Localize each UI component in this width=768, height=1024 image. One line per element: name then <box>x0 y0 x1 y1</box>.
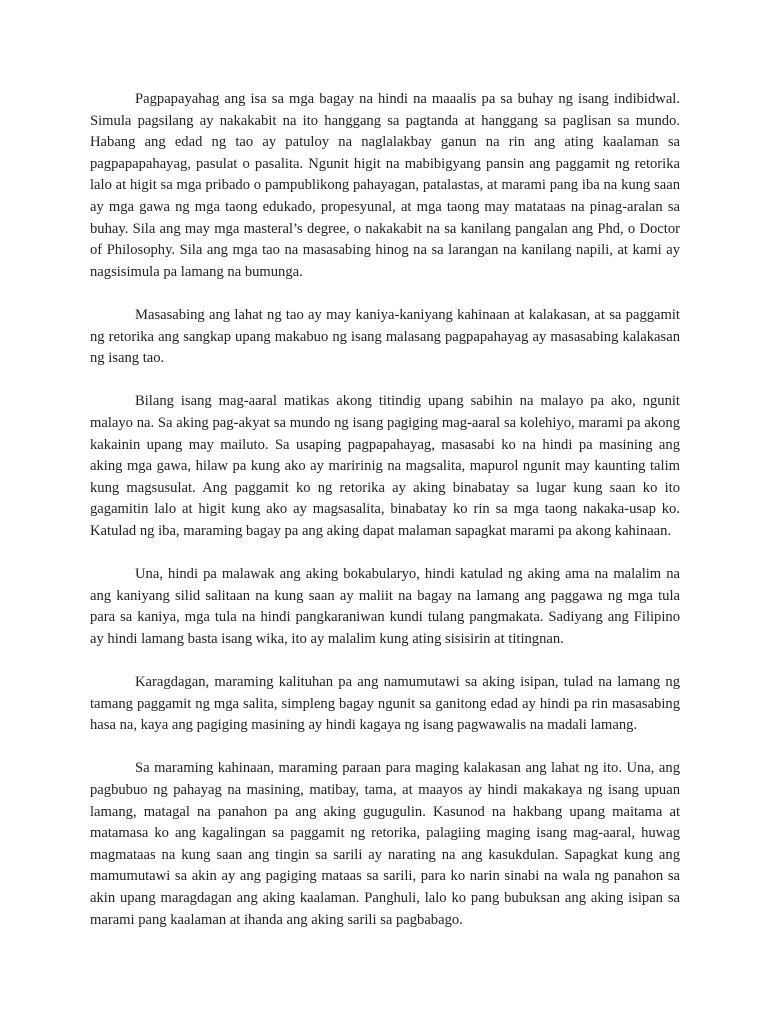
paragraph-1: Pagpapayahag ang isa sa mga bagay na hindi na maaalis pa sa buhay ng isang indibidwal. Simula pagsilang ay nakakabit na ito hanggang sa pagtanda at hanggang sa paglisan sa mundo. Habang ang edad ng tao ay patuloy na naglalakbay ganun na rin ang ating kaalaman sa pagpapapahayag, pasulat o pasalita. Ngunit higit na mabibigyang pansin ang paggamit ng retorika lalo at higit sa mga pribado o pampublikong pahayagan, patalastas, at marami pang iba na kung saan ay mga gawa ng mga taong edukado, propesyunal, at mga taong may matataas na pinag-aralan sa buhay. Sila ang may mga masteral’s degree, o nakakabit na sa kanilang pangalan ang Phd, o Doctor of Philosophy. Sila ang mga tao na masasabing hinog na sa larangan na kanilang napili, at kami ay nagsisimula pa lamang na bumunga. <box>90 91 680 280</box>
paragraph-4: Una, hindi pa malawak ang aking bokabularyo, hindi katulad ng aking ama na malalim na ang kaniyang silid salitaan na kung saan ay maliit na bagay na lamang ang paggawa ng mga tula para sa kaniya, mga tula na hindi pangkaraniwan kundi tulang pangmakata. Sadiyang ang Filipino ay hindi lamang basta isang wika, ito ay malalim kung ating sisisirin at titingnan. <box>90 566 680 647</box>
paragraph-2: Masasabing ang lahat ng tao ay may kaniya-kaniyang kahinaan at kalakasan, at sa paggamit ng retorika ang sangkap upang makabuo ng isang malasang pagpapahayag ay masasabing kalakasan ng isang tao. <box>90 306 680 367</box>
paragraph-3: Bilang isang mag-aaral matikas akong titindig upang sabihin na malayo pa ako, ngunit malayo na. Sa aking pag-akyat sa mundo ng isang pagiging mag-aaral sa kolehiyo, marami pa akong kakainin upang may mailuto. Sa usaping pagpapahayag, masasabi ko na hindi pa masining ang aking mga gawa, hilaw pa kung ako ay maririnig na magsalita, mapurol ngunit may kaunting talim kung magsusulat. Ang paggamit ko ng retorika ay aking binabatay sa lugar kung saan ko ito gagamitin lalo at higit kung ako ay magsasalita, binabatay ko rin sa mga taong nakaka-usap ko. Katulad ng iba, maraming bagay pa ang aking dapat malaman sapagkat marami pa akong kahinaan. <box>90 393 680 539</box>
document-body <box>90 89 680 953</box>
paragraph-6: Sa maraming kahinaan, maraming paraan para maging kalakasan ang lahat ng ito. Una, ang pagbubuo ng pahayag na masining, matibay, tama, at maayos ay hindi makakaya ng isang upuan lamang, matagal na panahon pa ang aking gugugulin. Kasunod na hakbang upang maitama at matamasa ko ang kagalingan sa paggamit ng retorika, palagiing maging isang mag-aaral, huwag magmataas na kung saan ang tingin sa sarili ay narating na ang kasukdulan. Sapagkat kung ang mamumutawi sa akin ay ang pagiging mataas sa sarili, para ko narin sinabi na wala ng panahon sa akin upang maragdagan ang aking kaalaman. Panghuli, lalo ko pang bubuksan ang aking isipan sa marami pang kaalaman at ihanda ang aking sarili sa pagbabago. <box>90 760 680 928</box>
paragraph-5: Karagdagan, maraming kalituhan pa ang namumutawi sa aking isipan, tulad na lamang ng tamang paggamit ng mga salita, simpleng bagay ngunit sa ganitong edad ay hindi pa rin masasabing hasa na, kaya ang pagiging masining ay hindi kagaya ng isang pagwawalis na madali lamang. <box>90 674 680 734</box>
